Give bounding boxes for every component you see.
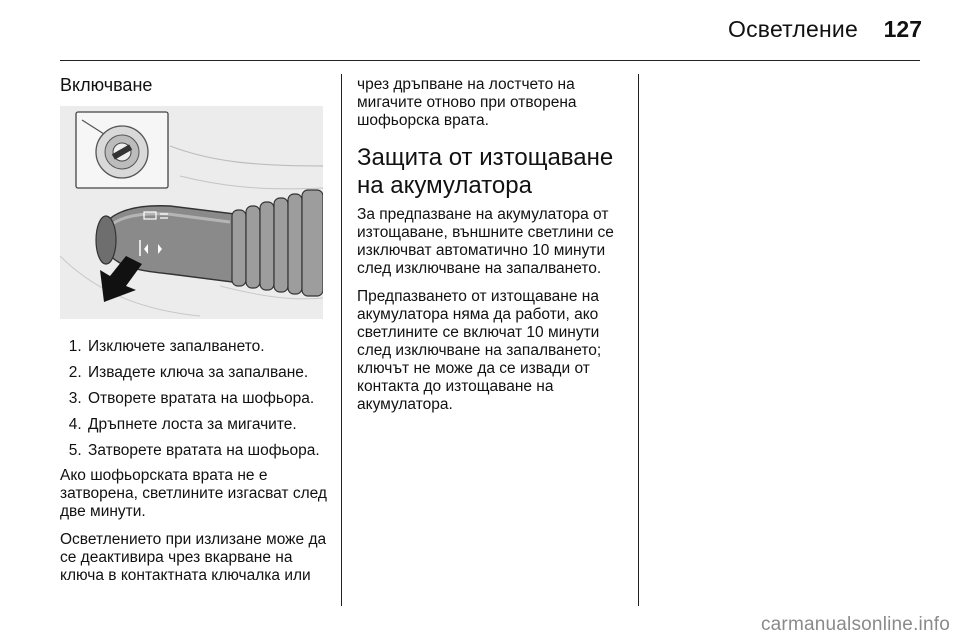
- paragraph-battery-protection: За предпазване на акумулатора от изтощаване, външните светлини се изключват автоматично 10 минути след изключване на запалването.: [357, 206, 614, 277]
- chapter-title: Осветление: [728, 16, 858, 42]
- lever-illustration: [60, 106, 323, 319]
- page-number: 127: [883, 16, 922, 42]
- paragraph-continued: чрез дръпване на лостчето на мигачите отново при отворена шофьорска врата.: [357, 76, 577, 129]
- column-divider-right: [638, 74, 639, 606]
- column-middle: [357, 76, 629, 424]
- step-item: 5. Затворете вратата на шофьора.: [86, 441, 328, 460]
- column-left: [60, 74, 328, 595]
- column-divider-left: [341, 74, 342, 606]
- paragraph-battery-protection-exception: Предпазването от изтощаване на акумулатора няма да работи, ако светлините се включат 10 минути след изключване на запалването; ключът не може да се извади от контакта до изтощаване на акумулатора.: [357, 288, 602, 413]
- paragraph-door-open: Ако шофьорската врата не е затворена, светлините изгасват след две минути.: [60, 467, 327, 520]
- header-divider: [60, 60, 920, 61]
- section-heading-battery-protection: Защита от изтощаване на акумулатора: [357, 144, 614, 199]
- step-item: 1. Изключете запалването.: [86, 337, 328, 356]
- paragraph-deactivation: Осветлението при излизане може да се деактивира чрез вкарване на ключа в контактната ключалка или: [60, 531, 327, 584]
- section-heading-switch-on: Включване: [60, 75, 153, 95]
- watermark-text: carmanualsonline.info: [760, 614, 950, 635]
- step-item: 2. Извадете ключа за запалване.: [86, 363, 328, 382]
- indicator-lever-drawing: [60, 106, 323, 319]
- step-item: 3. Отворете вратата на шофьора.: [86, 389, 328, 408]
- instruction-steps: [60, 337, 328, 460]
- step-item: 4. Дръпнете лоста за мигачите.: [86, 415, 328, 434]
